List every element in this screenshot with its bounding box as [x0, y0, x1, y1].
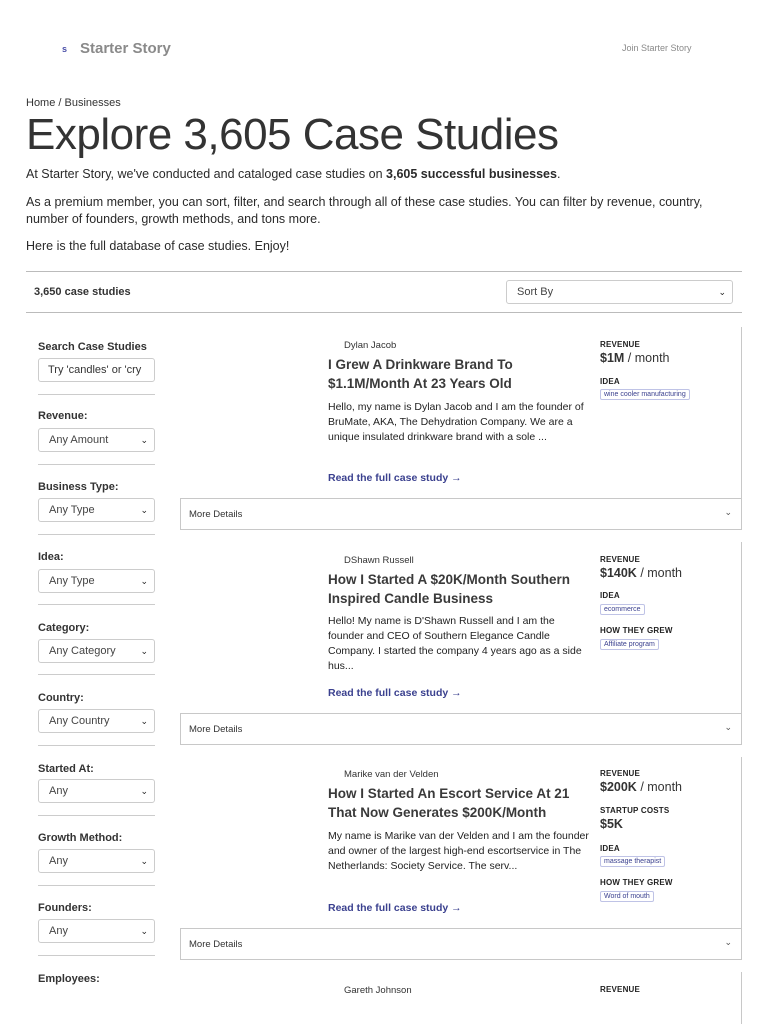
read-case-link[interactable]: Read the full case study →	[328, 902, 462, 914]
chevron-down-icon: ⌄	[724, 507, 732, 517]
chevron-down-icon: ⌄	[724, 937, 732, 947]
startup-costs-value	[600, 817, 623, 831]
intro-paragraph	[26, 166, 746, 183]
started-at-select-value: Any	[49, 785, 68, 797]
growth-method-select-value: Any	[49, 855, 68, 867]
how-they-grew-label: HOW THEY GREW	[600, 878, 673, 887]
revenue-unit: / month	[624, 351, 670, 365]
chevron-down-icon: ⌄	[140, 576, 148, 586]
case-card	[180, 972, 742, 1024]
business-type-select[interactable]	[38, 498, 155, 522]
read-case-link[interactable]: Read the full case study →	[328, 687, 462, 699]
case-card	[180, 327, 742, 530]
chevron-down-icon: ⌄	[718, 287, 726, 297]
filter-label-employees: Employees:	[38, 973, 100, 985]
results-toolbar	[26, 271, 742, 313]
chevron-down-icon: ⌄	[140, 646, 148, 656]
idea-select-value: Any Type	[49, 575, 95, 587]
filter-divider	[38, 674, 155, 675]
revenue-value	[600, 566, 682, 580]
idea-label: IDEA	[600, 377, 620, 386]
read-case-link[interactable]: Read the full case study →	[328, 472, 462, 484]
category-select-value: Any Category	[49, 645, 116, 657]
revenue-amount: $200K	[600, 780, 637, 794]
more-details-label: More Details	[189, 939, 243, 950]
enjoy-paragraph: Here is the full database of case studies. Enjoy!	[26, 239, 290, 253]
case-author: DShawn Russell	[344, 555, 414, 566]
filter-label-country: Country:	[38, 692, 84, 704]
business-type-select-value: Any Type	[49, 504, 95, 516]
filter-label-idea: Idea:	[38, 551, 64, 563]
search-label: Search Case Studies	[38, 341, 147, 353]
logo-text[interactable]: Starter Story	[80, 40, 171, 57]
sort-select[interactable]	[506, 280, 733, 304]
page-title: Explore 3,605 Case Studies	[26, 110, 559, 159]
breadcrumb-separator: /	[55, 97, 65, 109]
case-excerpt: Hello! My name is D'Shawn Russell and I am the founder and CEO of Southern Elegance Candle Company. I started the company 4 years ago as a side hus...	[328, 615, 582, 672]
revenue-label: REVENUE	[600, 340, 641, 349]
intro-suffix: .	[556, 167, 561, 181]
filter-label-growth-method: Growth Method:	[38, 832, 123, 844]
growth-method-select[interactable]	[38, 849, 155, 873]
filter-divider	[38, 604, 155, 605]
filter-label-started-at: Started At:	[38, 763, 94, 775]
sort-select-value: Sort By	[517, 286, 554, 298]
case-excerpt: Hello, my name is Dylan Jacob and I am the founder of BruMate, AKA, The Dehydration Company. We are a unique insulated drinkware brand with a sole ...	[328, 401, 584, 443]
case-card	[180, 757, 742, 960]
chevron-down-icon: ⌄	[140, 716, 148, 726]
filter-label-founders: Founders:	[38, 902, 92, 914]
revenue-unit: / month	[636, 780, 683, 794]
breadcrumb-home-link[interactable]: Home	[26, 97, 56, 109]
filter-divider	[38, 815, 155, 816]
case-excerpt: My name is Marike van der Velden and I am the founder and owner of the largest high-end escortservice in The Netherlands: Society Service. The serv...	[328, 830, 589, 872]
case-title-link[interactable]: How I Started A $20K/Month Southern Inspired Candle Business	[328, 572, 571, 606]
revenue-label: REVENUE	[600, 985, 641, 994]
filter-divider	[38, 955, 155, 956]
search-input[interactable]	[38, 358, 155, 382]
chevron-down-icon: ⌄	[140, 435, 148, 445]
idea-tag[interactable]: wine cooler manufacturing	[600, 389, 690, 400]
idea-tag[interactable]: massage therapist	[600, 856, 665, 867]
site-header	[0, 0, 768, 90]
growth-tag[interactable]: Affiliate program	[600, 639, 659, 650]
filter-divider	[38, 464, 155, 465]
startup-costs-amount: $5K	[600, 817, 623, 831]
revenue-label: REVENUE	[600, 555, 641, 564]
case-card	[180, 542, 742, 745]
logo-icon[interactable]: s	[62, 44, 68, 54]
more-details-toggle[interactable]	[180, 498, 742, 530]
growth-tag[interactable]: Word of mouth	[600, 891, 654, 902]
idea-tag[interactable]: ecommerce	[600, 604, 645, 615]
chevron-down-icon: ⌄	[140, 505, 148, 515]
founders-select-value: Any	[49, 925, 68, 937]
idea-select[interactable]	[38, 569, 155, 593]
case-author: Marike van der Velden	[344, 769, 439, 780]
revenue-amount: $1M	[600, 351, 625, 365]
started-at-select[interactable]	[38, 779, 155, 803]
idea-label: IDEA	[600, 591, 620, 600]
case-title-link[interactable]: I Grew A Drinkware Brand To $1.1M/Month At 23 Years Old	[328, 357, 513, 391]
case-title-link[interactable]: How I Started An Escort Service At 21 That Now Generates $200K/Month	[328, 786, 570, 820]
filter-divider	[38, 534, 155, 535]
more-details-label: More Details	[189, 509, 243, 520]
chevron-down-icon: ⌄	[140, 926, 148, 936]
intro-bold: 3,605 successful businesses	[386, 167, 557, 181]
more-details-toggle[interactable]	[180, 713, 742, 745]
filter-label-revenue: Revenue:	[38, 410, 88, 422]
more-details-label: More Details	[189, 724, 243, 735]
filter-divider	[38, 745, 155, 746]
case-count: 3,650 case studies	[34, 286, 131, 298]
chevron-down-icon: ⌄	[724, 722, 732, 732]
intro-text: At Starter Story, we've conducted and cataloged case studies on	[26, 167, 387, 181]
filter-label-category: Category:	[38, 622, 90, 634]
revenue-select-value: Any Amount	[49, 434, 109, 446]
case-author: Dylan Jacob	[344, 340, 397, 351]
premium-paragraph: As a premium member, you can sort, filter, and search through all of these case studies. You can filter by revenue, country, number of founders, growth methods, and tons more.	[26, 195, 703, 226]
how-they-grew-label: HOW THEY GREW	[600, 626, 673, 635]
filter-divider	[38, 885, 155, 886]
revenue-unit: / month	[636, 566, 683, 580]
chevron-down-icon: ⌄	[140, 856, 148, 866]
country-select[interactable]	[38, 709, 155, 733]
chevron-down-icon: ⌄	[140, 786, 148, 796]
case-author: Gareth Johnson	[344, 985, 412, 996]
more-details-toggle[interactable]	[180, 928, 742, 960]
startup-costs-label: STARTUP COSTS	[600, 806, 670, 815]
revenue-label: REVENUE	[600, 769, 641, 778]
filter-divider	[38, 394, 155, 395]
join-link[interactable]: Join Starter Story	[622, 43, 692, 53]
founders-select[interactable]	[38, 919, 155, 943]
breadcrumb	[26, 97, 121, 109]
idea-label: IDEA	[600, 844, 620, 853]
revenue-amount: $140K	[600, 566, 637, 580]
filter-label-business-type: Business Type:	[38, 481, 119, 493]
revenue-value	[600, 780, 682, 794]
breadcrumb-current[interactable]: Businesses	[64, 97, 121, 109]
revenue-value	[600, 351, 670, 365]
category-select[interactable]	[38, 639, 155, 663]
revenue-select[interactable]	[38, 428, 155, 452]
country-select-value: Any Country	[49, 715, 110, 727]
